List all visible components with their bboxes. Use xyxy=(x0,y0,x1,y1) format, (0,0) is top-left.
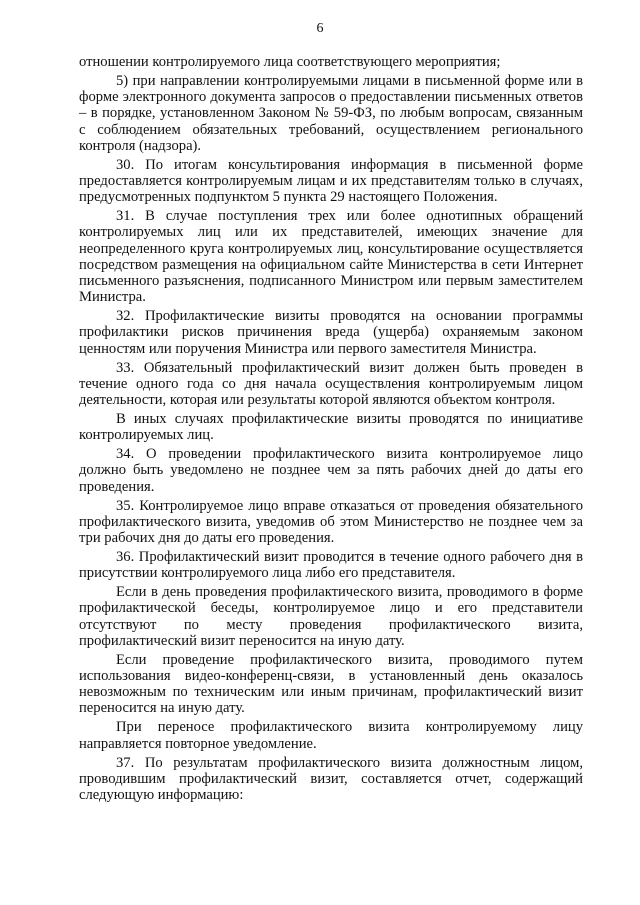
paragraph-34: 34. О проведении профилактического визита контролируемое лицо должно быть уведомлено не позднее чем за пять рабочих дней до даты его проведения. xyxy=(79,446,583,495)
paragraph-36-repeat-notice: При переносе профилактического визита контролируемому лицу направляется повторное уведомление. xyxy=(79,719,583,752)
paragraph-33-other-cases: В иных случаях профилактические визиты проводятся по инициативе контролируемых лиц. xyxy=(79,411,583,444)
paragraph-32: 32. Профилактические визиты проводятся на основании программы профилактики рисков причинения вреда (ущерба) охраняемым законом ценностям или поручения Министра или первого заместителя Министра. xyxy=(79,308,583,357)
paragraph-36-video-conference: Если проведение профилактического визита, проводимого путем использования видео-конференц-связи, в установленный день оказалось невозможным по техническим или иным причинам, профилактический визит переносится на иную дату. xyxy=(79,651,583,717)
paragraph-36: 36. Профилактический визит проводится в течение одного рабочего дня в присутствии контролируемого лица либо его представителя. xyxy=(79,549,583,582)
paragraph-35: 35. Контролируемое лицо вправе отказаться от проведения обязательного профилактического визита, уведомив об этом Министерство не позднее чем за три рабочих дня до даты его проведения. xyxy=(79,497,583,547)
paragraph-item-5: 5) при направлении контролируемыми лицами в письменной форме или в форме электронного документа запросов о предоставлении письменных ответов – в порядке, установленном Законом № 59-ФЗ, по любым вопросам, связанным с соблюдением обязательных требований, осуществлением регионального контроля (надзора). xyxy=(79,73,583,154)
page-number: 6 xyxy=(316,21,324,36)
paragraph-continuation: отношении контролируемого лица соответствующего мероприятия; xyxy=(79,54,501,70)
paragraph-36-absence: Если в день проведения профилактического визита, проводимого в форме профилактической беседы, контролируемое лицо и его представители отсутствуют по месту проведения профилактического визита, профилактический визит переносится на иную дату. xyxy=(79,584,583,649)
document-body xyxy=(79,54,583,806)
paragraph-30: 30. По итогам консультирования информация в письменной форме предоставляется контролируемым лицам и их представителям только в случаях, предусмотренных подпунктом 5 пункта 29 настоящего Положения. xyxy=(79,156,583,206)
paragraph-37: 37. По результатам профилактического визита должностным лицом, проводившим профилактический визит, составляется отчет, содержащий следующую информацию: xyxy=(79,754,583,804)
paragraph-33: 33. Обязательный профилактический визит должен быть проведен в течение одного года со дня начала осуществления контролируемым лицом деятельности, которая или результаты которой являются объектом контроля. xyxy=(79,359,583,409)
paragraph-31: 31. В случае поступления трех или более однотипных обращений контролируемых лиц или их представителей, имеющих значение для неопределенного круга контролируемых лиц, консультирование осуществляется посредством размещения на официальном сайте Министерства в сети Интернет письменного разъяснения, подписанного Министром или первым заместителем Министра. xyxy=(79,208,583,306)
